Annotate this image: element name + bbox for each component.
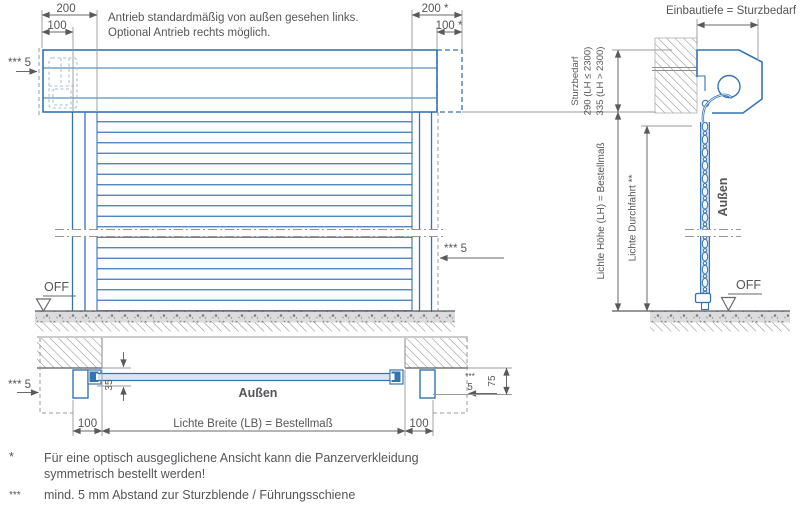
aussen-label-section: Außen (238, 386, 278, 400)
section-view (8, 337, 512, 436)
off-level-triangle-icon (722, 298, 736, 311)
drive-note-line2: Optional Antrieb rechts möglich. (108, 27, 271, 39)
sturzbedarf-label: Sturzbedarf (570, 56, 581, 106)
break-gap (55, 230, 445, 237)
section-clearance-right-value: 5 (467, 382, 473, 393)
clearance-right-label: *** 5 (444, 243, 468, 255)
footnote2-text: mind. 5 mm Abstand zur Sturzblende / Führungsschiene (44, 488, 356, 502)
wall-left (37, 338, 102, 368)
curtain-section-fill (98, 374, 395, 381)
curtain-side-links (700, 122, 710, 293)
front-view (8, 3, 672, 332)
sturzbedarf-value2: 335 (LH > 2300) (595, 46, 606, 116)
footnote2-marker: *** (9, 490, 21, 501)
lichte-durchfahrt-label: Lichte Durchfahrt ** (627, 174, 639, 262)
footnote1-marker: * (9, 450, 14, 464)
floor-hatch (35, 323, 455, 332)
dim-100-right-label: 100 * (435, 20, 463, 32)
wall-right (405, 338, 468, 368)
off-level-triangle-icon (37, 299, 51, 311)
dim-35-label: 35 (104, 379, 115, 391)
dim-100-right-section-label: 100 (409, 418, 429, 430)
optional-cladding-dashed (437, 50, 462, 112)
floor-screed (35, 312, 455, 323)
drive-note-line1: Antrieb standardmäßig von außen gesehen links. (108, 12, 359, 24)
off-label-side: OFF (736, 278, 761, 292)
sturzbedarf-value1: 290 (LH ≤ 2300) (582, 46, 594, 116)
break-gap (685, 230, 741, 237)
dim-100-left-section-label: 100 (77, 418, 98, 430)
rail-profile-left (73, 370, 88, 398)
shutter-box-front (43, 50, 437, 112)
section-clearance-right-stars: *** (465, 371, 475, 381)
clearance-left-label: *** 5 (8, 57, 32, 69)
rail-slot-right (391, 374, 395, 381)
end-slat (696, 294, 711, 303)
footnotes (9, 450, 419, 502)
curtain-slats-upper (97, 112, 412, 229)
einbautiefe-label: Einbautiefe = Sturzbedarf (665, 5, 797, 17)
curtain-wrap (703, 95, 731, 122)
dim-100-left-label: 100 (47, 20, 67, 32)
dim-200-right-label: 200 * (421, 3, 449, 15)
floor-hatch (650, 323, 790, 332)
curtain-wrap-highlight (703, 95, 731, 122)
dim-200-left-label: 200 (56, 3, 76, 15)
section-clearance-left-label: *** 5 (8, 379, 32, 391)
box-side-step (697, 76, 705, 91)
rail-profile-right (420, 370, 435, 398)
floor-screed (650, 312, 790, 323)
curtain-slats-lower (97, 236, 412, 311)
end-slat-foot (702, 303, 709, 310)
footnote1-line2: symmetrisch bestellt werden! (44, 467, 206, 481)
lichte-breite-label: Lichte Breite (LB) = Bestellmaß (173, 418, 333, 430)
off-label-front: OFF (44, 280, 69, 294)
aussen-label-side: Außen (716, 177, 730, 217)
lichte-hoehe-label: Lichte Höhe (LH) = Bestellmaß (596, 142, 607, 280)
dim-75-label: 75 (487, 375, 498, 387)
footnote1-line1: Für eine optisch ausgeglichene Ansicht kann die Panzerverkleidung (44, 451, 419, 465)
lintel-wall (655, 38, 697, 113)
side-view (570, 5, 797, 332)
